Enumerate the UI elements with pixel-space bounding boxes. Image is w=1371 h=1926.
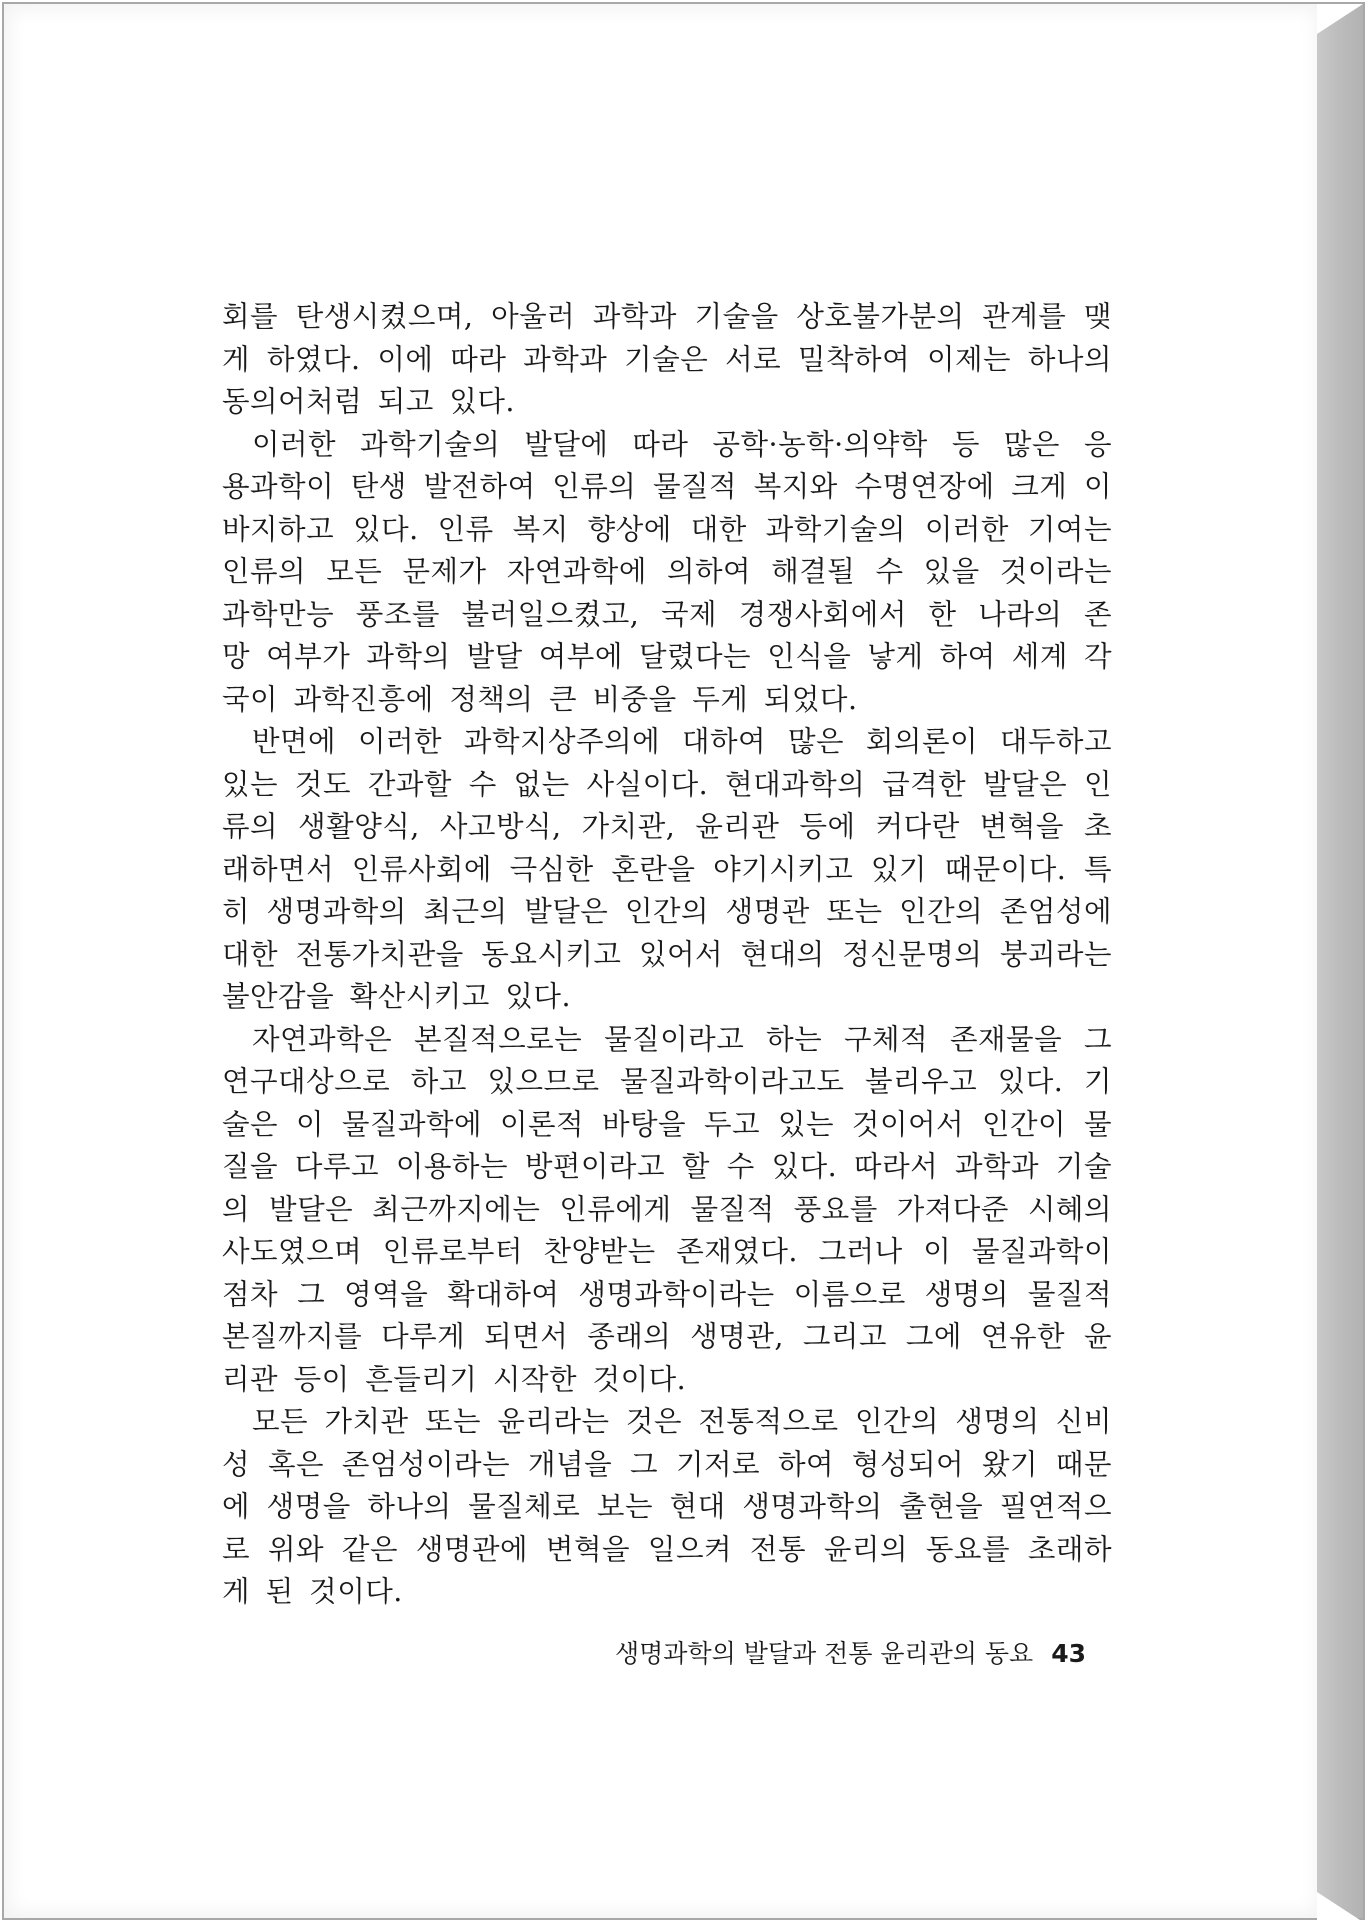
text-line: 사도였으며 인류로부터 찬양받는 존재였다. 그러나 이 물질과학이 bbox=[222, 1235, 1112, 1268]
running-title: 생명과학의 발달과 전통 윤리관의 동요 bbox=[615, 1639, 1034, 1668]
text-line: 히 생명과학의 최근의 발달은 인간의 생명관 또는 인간의 존엄성에 bbox=[222, 895, 1112, 928]
text-line: 리관 등이 흔들리기 시작한 것이다. bbox=[222, 1362, 687, 1396]
text-line: 국이 과학진흥에 정책의 큰 비중을 두게 되었다. bbox=[222, 682, 858, 716]
text-line: 불안감을 확산시키고 있다. bbox=[222, 980, 572, 1013]
text-line: 점차 그 영역을 확대하여 생명과학이라는 이름으로 생명의 물질적 bbox=[222, 1277, 1112, 1311]
text-line: 래하면서 인류사회에 극심한 혼란을 야기시키고 있기 때문이다. 특 bbox=[222, 852, 1112, 886]
running-footer bbox=[576, 1636, 1086, 1672]
page-stack-edge bbox=[1317, 4, 1363, 1918]
text-line: 바지하고 있다. 인류 복지 향상에 대한 과학기술의 이러한 기여는 bbox=[222, 512, 1112, 546]
text-line: 회를 탄생시켰으며, 아울러 과학과 기술을 상호불가분의 관계를 맺 bbox=[222, 300, 1112, 333]
text-line: 망 여부가 과학의 발달 여부에 달렸다는 인식을 낳게 하여 세계 각 bbox=[222, 640, 1112, 673]
text-line: 로 위와 같은 생명관에 변혁을 일으켜 전통 윤리의 동요를 초래하 bbox=[222, 1532, 1112, 1566]
page-edge-top-corner bbox=[1317, 4, 1363, 34]
text-line: 류의 생활양식, 사고방식, 가치관, 윤리관 등에 커다란 변혁을 초 bbox=[222, 810, 1112, 843]
text-line: 동의어처럼 되고 있다. bbox=[222, 385, 515, 418]
text-line: 자연과학은 본질적으로는 물질이라고 하는 구체적 존재물을 그 bbox=[252, 1022, 1112, 1056]
text-line: 이러한 과학기술의 발달에 따라 공학·농학·의약학 등 많은 응 bbox=[252, 427, 1112, 461]
text-line: 술은 이 물질과학에 이론적 바탕을 두고 있는 것이어서 인간이 물 bbox=[222, 1107, 1112, 1141]
text-line: 있는 것도 간과할 수 없는 사실이다. 현대과학의 급격한 발달은 인 bbox=[222, 767, 1112, 801]
text-line: 성 혹은 존엄성이라는 개념을 그 기저로 하여 형성되어 왔기 때문 bbox=[222, 1447, 1112, 1481]
text-line: 의 발달은 최근까지에는 인류에게 물질적 풍요를 가져다준 시혜의 bbox=[222, 1192, 1112, 1226]
text-line: 에 생명을 하나의 물질체로 보는 현대 생명과학의 출현을 필연적으 bbox=[222, 1490, 1112, 1523]
text-line: 반면에 이러한 과학지상주의에 대하여 많은 회의론이 대두하고 bbox=[252, 725, 1112, 758]
page-edge-bottom-corner bbox=[1317, 1892, 1363, 1922]
text-line: 모든 가치관 또는 윤리라는 것은 전통적으로 인간의 생명의 신비 bbox=[252, 1405, 1112, 1438]
text-line: 게 하였다. 이에 따라 과학과 기술은 서로 밀착하여 이제는 하나의 bbox=[222, 342, 1112, 376]
text-line: 과학만능 풍조를 불러일으켰고, 국제 경쟁사회에서 한 나라의 존 bbox=[222, 597, 1112, 631]
text-line: 본질까지를 다루게 되면서 종래의 생명관, 그리고 그에 연유한 윤 bbox=[222, 1320, 1112, 1353]
text-line: 질을 다루고 이용하는 방편이라고 할 수 있다. 따라서 과학과 기술 bbox=[222, 1150, 1112, 1183]
page-number: 43 bbox=[1051, 1639, 1086, 1668]
text-line: 용과학이 탄생 발전하여 인류의 물질적 복지와 수명연장에 크게 이 bbox=[222, 470, 1112, 503]
text-line: 게 된 것이다. bbox=[222, 1575, 403, 1608]
text-line: 연구대상으로 하고 있으므로 물질과학이라고도 불리우고 있다. 기 bbox=[222, 1065, 1112, 1098]
text-line: 인류의 모든 문제가 자연과학에 의하여 해결될 수 있을 것이라는 bbox=[222, 555, 1112, 588]
text-line: 대한 전통가치관을 동요시키고 있어서 현대의 정신문명의 붕괴라는 bbox=[222, 937, 1112, 971]
body-text bbox=[222, 296, 1112, 1614]
